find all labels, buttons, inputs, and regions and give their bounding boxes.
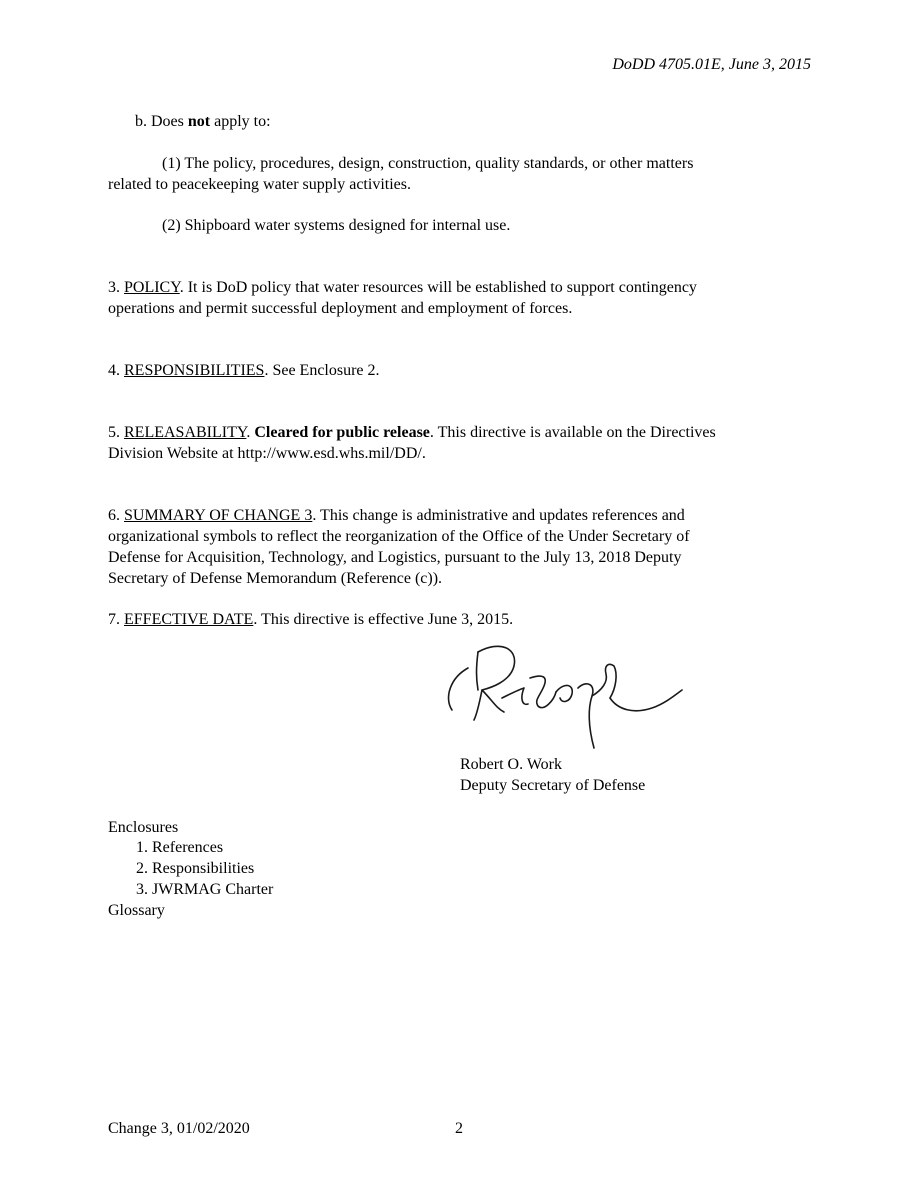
policy-line1 — [108, 277, 820, 298]
summary-line2: organizational symbols to reflect the reorganization of the Office of the Under Secretary of — [108, 528, 690, 545]
releasability-title: RELEASABILITY — [124, 424, 247, 441]
summary-text: . This change is administrative and updates references and — [312, 507, 685, 524]
effective-num: 7. — [108, 611, 124, 628]
policy-num: 3. — [108, 279, 124, 296]
releasability-text: . This directive is available on the Directives — [429, 424, 716, 441]
policy-text: . It is DoD policy that water resources will be established to support contingency — [179, 279, 697, 296]
enclosure-item-references: 1. References — [136, 839, 224, 856]
signer-name: Robert O. Work — [460, 756, 562, 773]
policy-line2: operations and permit successful deployment and employment of forces. — [108, 300, 573, 317]
summary-title: SUMMARY OF CHANGE 3 — [124, 507, 313, 524]
section-b-item2: (2) Shipboard water systems designed for internal use. — [162, 217, 511, 234]
releasability-bold: Cleared for public release — [254, 424, 430, 441]
summary-line4: Secretary of Defense Memorandum (Reference (c)). — [108, 570, 443, 587]
summary-num: 6. — [108, 507, 124, 524]
responsibilities-line — [108, 360, 820, 381]
glossary-label: Glossary — [108, 902, 165, 919]
responsibilities-num: 4. — [108, 362, 124, 379]
footer-page-number: 2 — [455, 1120, 463, 1137]
enclosure-item-responsibilities: 2. Responsibilities — [136, 860, 255, 877]
section-b-prefix: b. Does — [135, 113, 188, 130]
effective-line — [108, 609, 820, 630]
responsibilities-text: . See Enclosure 2. — [264, 362, 380, 379]
section-b-item1-line1: (1) The policy, procedures, design, construction, quality standards, or other matters — [162, 155, 694, 172]
responsibilities-title: RESPONSIBILITIES — [124, 362, 265, 379]
section-b-bold: not — [187, 113, 211, 130]
releasability-line1 — [108, 422, 820, 443]
releasability-sep: . — [246, 424, 255, 441]
section-b-item1-line2: related to peacekeeping water supply activities. — [108, 176, 411, 193]
policy-title: POLICY — [124, 279, 180, 296]
enclosures-heading: Enclosures — [108, 819, 179, 836]
effective-title: EFFECTIVE DATE — [124, 611, 254, 628]
handwritten-signature — [438, 638, 688, 753]
summary-line3: Defense for Acquisition, Technology, and Logistics, pursuant to the July 13, 2018 Deputy — [108, 549, 682, 566]
page-header: DoDD 4705.01E, June 3, 2015 — [612, 56, 811, 73]
effective-text: . This directive is effective June 3, 2015. — [253, 611, 514, 628]
section-b-suffix: apply to: — [210, 113, 271, 130]
section-b-heading — [135, 111, 271, 132]
enclosure-item-charter: 3. JWRMAG Charter — [136, 881, 274, 898]
releasability-num: 5. — [108, 424, 124, 441]
releasability-line2: Division Website at http://www.esd.whs.mil/DD/. — [108, 445, 426, 462]
footer-change: Change 3, 01/02/2020 — [108, 1120, 250, 1137]
summary-line1 — [108, 505, 820, 526]
signer-title: Deputy Secretary of Defense — [460, 777, 646, 794]
